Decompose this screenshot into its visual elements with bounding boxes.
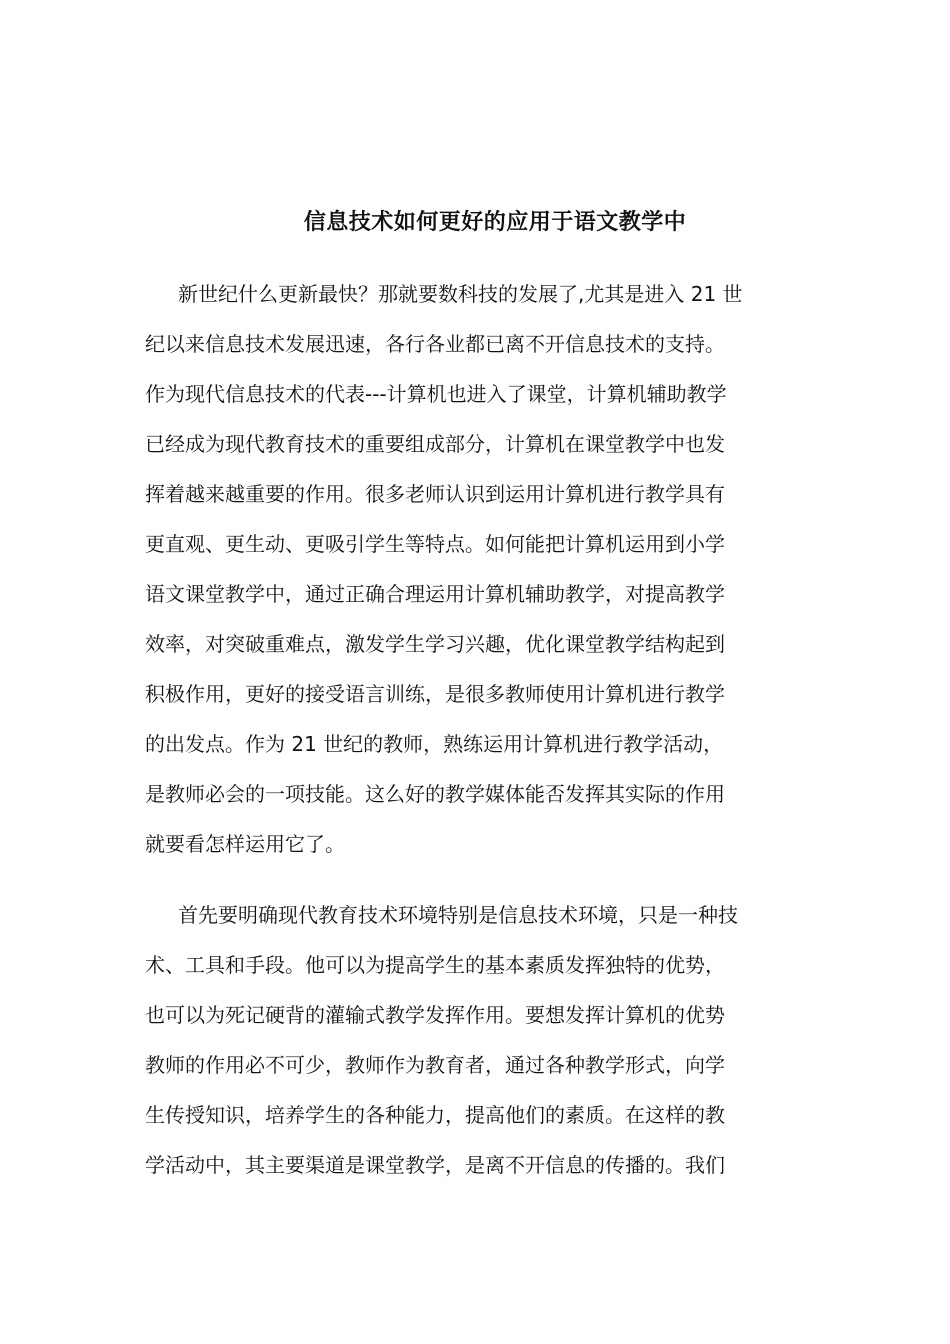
paragraph-line: 的出发点。作为 21 世纪的教师，熟练运用计算机进行教学活动， bbox=[145, 732, 724, 756]
paragraph-line: 挥着越来越重要的作用。很多老师认识到运用计算机进行教学具有 bbox=[145, 482, 725, 506]
paragraph-line: 就要看怎样运用它了。 bbox=[145, 832, 345, 856]
paragraph-line: 更直观、更生动、更吸引学生等特点。如何能把计算机运用到小学 bbox=[145, 532, 725, 556]
paragraph-intro bbox=[145, 269, 815, 869]
paragraph-line: 教师的作用必不可少，教师作为教育者，通过各种教学形式，向学 bbox=[145, 1053, 725, 1077]
paragraph-line: 积极作用，更好的接受语言训练，是很多教师使用计算机进行教学 bbox=[145, 682, 725, 706]
paragraph-line: 已经成为现代教育技术的重要组成部分，计算机在课堂教学中也发 bbox=[145, 432, 725, 456]
paragraph-line: 新世纪什么更新最快？那就要数科技的发展了,尤其是进入 21 世 bbox=[178, 282, 743, 306]
paragraph-line: 语文课堂教学中，通过正确合理运用计算机辅助教学，对提高教学 bbox=[145, 582, 725, 606]
paragraph-line: 纪以来信息技术发展迅速，各行各业都已离不开信息技术的支持。 bbox=[145, 332, 725, 356]
paragraph-line: 学活动中，其主要渠道是课堂教学，是离不开信息的传播的。我们 bbox=[145, 1153, 725, 1177]
document-title: 信息技术如何更好的应用于语文教学中 bbox=[303, 210, 687, 235]
paragraph-line: 首先要明确现代教育技术环境特别是信息技术环境，只是一种技 bbox=[178, 903, 738, 927]
paragraph-line: 作为现代信息技术的代表---计算机也进入了课堂，计算机辅助教学 bbox=[145, 382, 727, 406]
paragraph-line: 术、工具和手段。他可以为提高学生的基本素质发挥独特的优势， bbox=[145, 953, 725, 977]
paragraph-line: 也可以为死记硬背的灌输式教学发挥作用。要想发挥计算机的优势 bbox=[145, 1003, 725, 1027]
paragraph-line: 效率，对突破重难点，激发学生学习兴趣，优化课堂教学结构起到 bbox=[145, 632, 725, 656]
paragraph-line: 是教师必会的一项技能。这么好的教学媒体能否发挥其实际的作用 bbox=[145, 782, 725, 806]
paragraph-second bbox=[145, 890, 815, 1190]
paragraph-line: 生传授知识，培养学生的各种能力，提高他们的素质。在这样的教 bbox=[145, 1103, 725, 1127]
